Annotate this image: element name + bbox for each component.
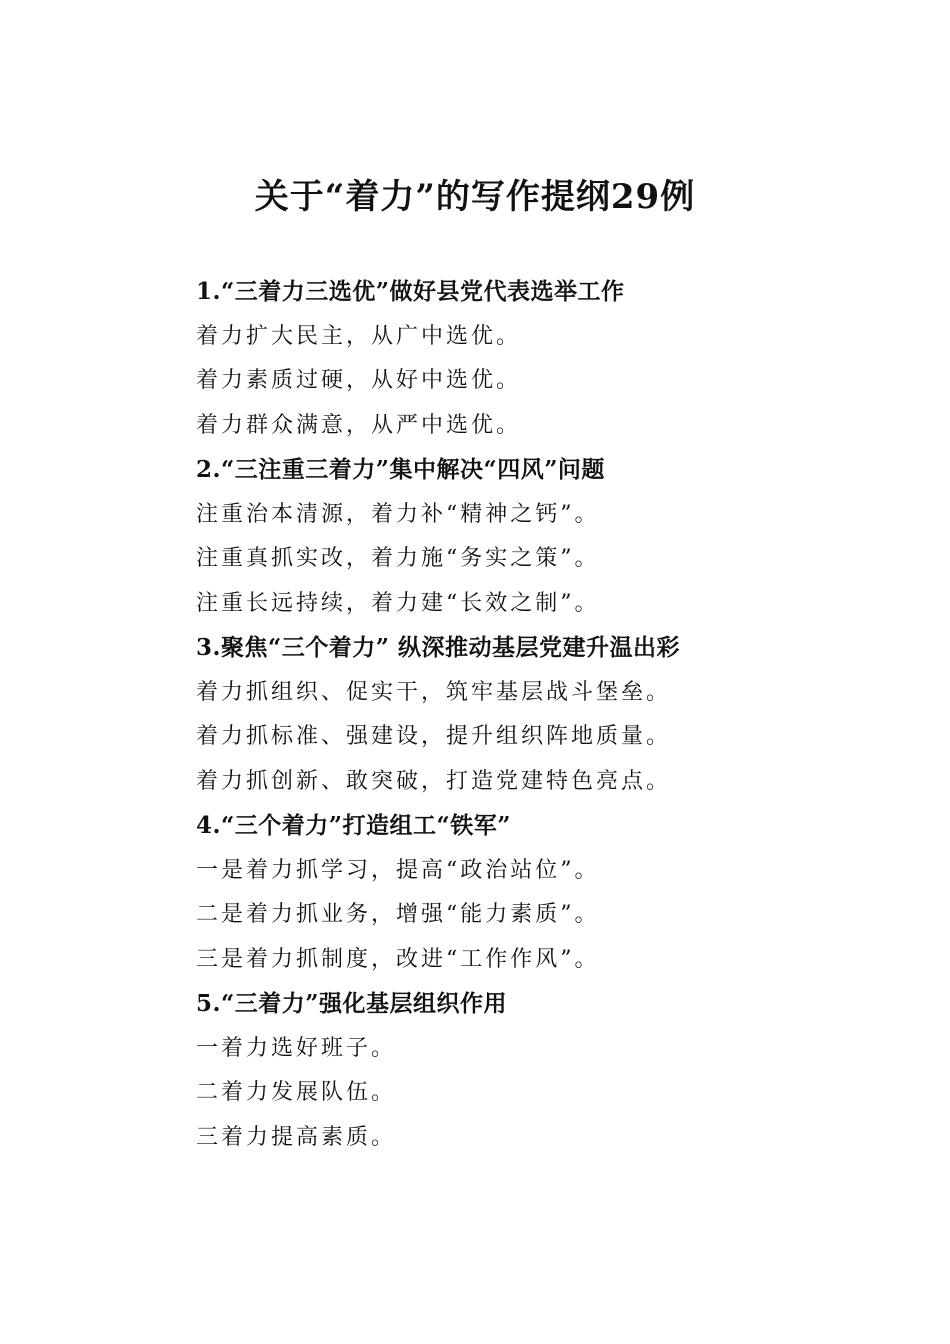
document-body xyxy=(196,270,816,1160)
section-line: 三着力提高素质。 xyxy=(196,1124,397,1150)
section-line: 着力抓组织、促实干，筑牢基层战斗堡垒。 xyxy=(196,679,672,705)
section-line: 着力素质过硬，从好中选优。 xyxy=(196,368,522,393)
section-line: 三是着力抓制度，改进“工作作风”。 xyxy=(196,946,600,972)
section-line: 一着力选好班子。 xyxy=(196,1035,397,1061)
section-4 xyxy=(196,804,816,982)
section-line: 注重治本清源，着力补“精神之钙”。 xyxy=(196,501,600,527)
section-1 xyxy=(196,270,816,448)
section-heading: 4.“三个着力”打造组工“铁军” xyxy=(196,812,511,839)
section-line: 着力抓标准、强建设，提升组织阵地质量。 xyxy=(196,724,672,749)
section-line: 一是着力抓学习，提高“政治站位”。 xyxy=(196,857,600,883)
section-line: 着力群众满意，从严中选优。 xyxy=(196,412,522,438)
section-heading: 2.“三注重三着力”集中解决“四风”问题 xyxy=(196,456,605,483)
section-2 xyxy=(196,448,816,626)
section-heading: 5.“三着力”强化基层组织作用 xyxy=(196,990,507,1017)
document-title: 关于“着力”的写作提纲29例 xyxy=(254,177,696,217)
section-line: 二是着力抓业务，增强“能力素质”。 xyxy=(196,902,600,927)
section-line: 二着力发展队伍。 xyxy=(196,1080,397,1105)
section-5 xyxy=(196,982,816,1160)
section-3 xyxy=(196,626,816,804)
section-heading: 3.聚焦“三个着力” 纵深推动基层党建升温出彩 xyxy=(196,634,680,661)
section-line: 注重长远持续，着力建“长效之制”。 xyxy=(196,590,600,616)
section-line: 着力扩大民主，从广中选优。 xyxy=(196,323,522,349)
section-heading: 1.“三着力三选优”做好县党代表选举工作 xyxy=(196,278,625,305)
section-line: 注重真抓实改，着力施“务实之策”。 xyxy=(196,546,600,571)
section-line: 着力抓创新、敢突破，打造党建特色亮点。 xyxy=(196,768,672,794)
